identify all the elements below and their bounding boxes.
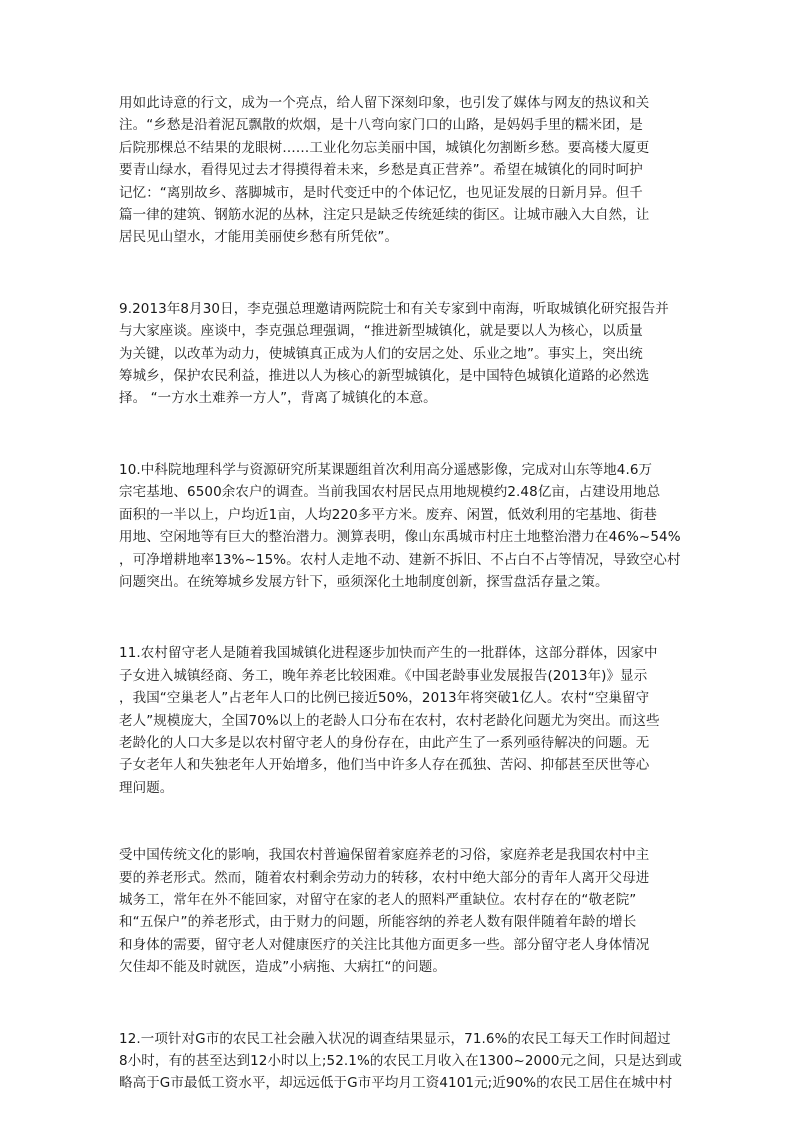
- text-line: 记忆：“离别故乡、落脚城市，是时代变迁中的个体记忆，也见证发展的日新月异。但千: [119, 184, 643, 201]
- text-line: 问题突出。在统筹城乡发展方针下，亟须深化土地制度创新，探雪盘活存量之策。: [119, 573, 609, 590]
- document-page: [119, 92, 683, 1095]
- text-line: 面积的一半以上，户均近1亩，人均220多平方米。废弃、闲置，低效利用的宅基地、街巷: [119, 506, 657, 523]
- text-line: 受中国传统文化的影响，我国农村普遍保留着家庭养老的习俗，家庭养老是我国农村中主: [119, 847, 650, 864]
- text-line: 略高于G市最低工资水平，却远远低于G市平均月工资4101元;近90%的农民工居住在城中村: [119, 1075, 673, 1092]
- paragraph-elderly-care: [119, 844, 679, 978]
- text-line: 理问题。: [119, 779, 174, 796]
- text-line: 欠佳却不能及时就医，造成”小病拖、大病扛“的问题。: [119, 959, 446, 976]
- text-line: 老人”规模庞大，全国70%以上的老龄人口分布在农村，农村老龄化问题尤为突出。而这些: [119, 712, 660, 729]
- text-line: 城务工，常年在外不能回家，对留守在家的老人的照料严重缺位。农村存在的“敬老院”: [119, 891, 637, 908]
- text-line: 10.中科院地理科学与资源研究所某课题组首次利用高分遥感影像，完成对山东等地4.6万: [119, 461, 653, 478]
- text-line: 和身体的需要，留守老人对健康医疗的关注比其他方面更多一些。部分留守老人身体情况: [119, 936, 650, 953]
- text-line: 子女老年人和失独老年人开始增多，他们当中许多人存在孤独、苦闷、抑郁甚至厌世等心: [119, 757, 650, 774]
- paragraph-gap: [119, 249, 679, 298]
- text-line: 用如此诗意的行文，成为一个亮点，给人留下深刻印象，也引发了媒体与网友的热议和关: [119, 95, 650, 111]
- text-line: 要青山绿水，看得见过去才得摸得着未来，乡愁是真正营养”。希望在城镇化的同时呵护: [119, 162, 643, 179]
- text-line: 9.2013年8月30日，李克强总理邀请两院院士和有关专家到中南海，听取城镇化研究报告并: [119, 300, 669, 317]
- text-line: ，可净增耕地率13%~15%。农村人走地不动、建新不拆旧、不占白不占等情况，导致空心村: [119, 551, 681, 568]
- text-line: 注。“乡愁是沿着泥瓦飘散的炊烟，是十八弯向家门口的山路，是妈妈手里的糯米团，是: [119, 117, 643, 134]
- text-line: ，我国“空巢老人”占老年人口的比例已接近50%，2013年将突破1亿人。农村“空巢留守: [119, 690, 650, 707]
- text-line: 和“五保户”的养老形式，由于财力的问题，所能容纳的养老人数有限伴随着年龄的增长: [119, 914, 637, 931]
- text-line: 12.一项针对G市的农民工社会融入状况的调查结果显示，71.6%的农民工每天工作时间超过: [119, 1030, 671, 1047]
- text-line: 用地、空闲地等有巨大的整治潜力。测算表明，像山东禹城市村庄土地整治潜力在46%~54%: [119, 529, 681, 546]
- text-line: 篇一律的建筑、钢筋水泥的丛林，注定只是缺乏传统延续的街区。让城市融入大自然，让: [119, 207, 650, 224]
- text-line: 与大家座谈。座谈中，李克强总理强调，“推进新型城镇化，就是要以人为核心，以质量: [119, 323, 643, 340]
- text-line: 8小时，有的甚至达到12小时以上;52.1%的农民工月收入在1300~2000元之间，只是达到或: [119, 1053, 683, 1069]
- paragraph-gap: [119, 799, 679, 844]
- text-line: 子女进入城镇经商、务工，晚年养老比较困难。《中国老龄事业发展报告(2013年)》显示: [119, 667, 648, 684]
- text-line: 要的养老形式。然而，随着农村剩余劳动力的转移，农村中绝大部分的青年人离开父母进: [119, 869, 650, 886]
- text-line: 11.农村留守老人是随着我国城镇化进程逐步加快而产生的一批群体，这部分群体，因家中: [119, 645, 658, 662]
- paragraph-item-9: [119, 298, 679, 410]
- text-line: 居民见山望水，才能用美丽使乡愁有所凭依”。: [119, 229, 399, 246]
- paragraph-nostalgia: [119, 92, 679, 249]
- paragraph-item-12: [119, 1028, 683, 1095]
- text-line: 为关键，以改革为动力，使城镇真正成为人们的安居之处、乐业之地”。事实上，突出统: [119, 345, 643, 362]
- paragraph-gap: [119, 410, 679, 459]
- text-line: 老龄化的人口大多是以农村留守老人的身份存在，由此产生了一系列亟待解决的问题。无: [119, 734, 650, 751]
- paragraph-item-11: [119, 642, 679, 799]
- text-line: 宗宅基地、6500余农户的调查。当前我国农村居民点用地规模约2.48亿亩，占建设用地总: [119, 484, 661, 501]
- text-line: 择。 “一方水土难养一方人”，背离了城镇化的本意。: [119, 390, 437, 407]
- text-line: 后院那棵总不结果的龙眼树……工业化勿忘美丽中国，城镇化勿割断乡愁。要高楼大厦更: [119, 139, 650, 156]
- text-line: 筹城乡，保护农民利益，推进以人为核心的新型城镇化，是中国特色城镇化道路的必然选: [119, 368, 650, 385]
- paragraph-gap: [119, 593, 679, 642]
- paragraph-item-10: [119, 459, 679, 593]
- paragraph-gap: [119, 979, 679, 1028]
